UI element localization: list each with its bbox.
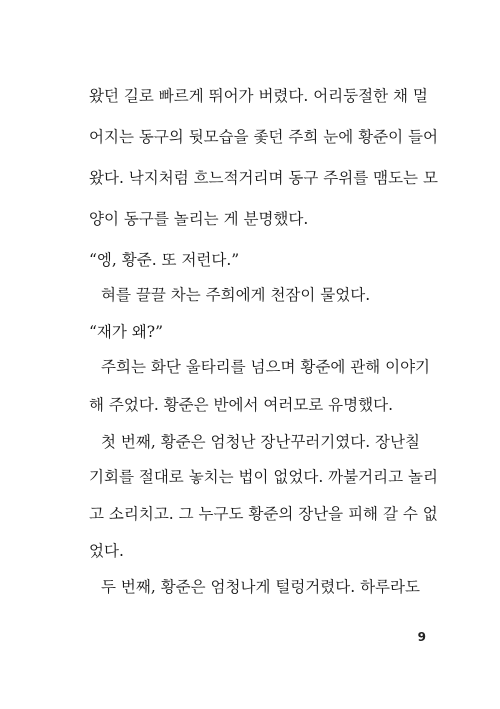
text-line: “엥, 황준. 또 저런다.” [89, 251, 240, 269]
text-line: “재가 왜?” [89, 323, 164, 341]
page-number: 9 [417, 630, 426, 644]
text-line: 주희는 화단 울타리를 넘으며 황준에 관해 이야기 [101, 358, 431, 376]
text-line: 해 주었다. 황준은 반에서 여러모로 유명했다. [89, 396, 394, 414]
text-line: 첫 번째, 황준은 엄청난 장난꾸러기였다. 장난칠 [101, 433, 420, 451]
text-line: 두 번째, 황준은 엄청나게 털렁거렸다. 하루라도 [101, 578, 420, 596]
text-line: 혀를 끌끌 차는 주희에게 천잠이 물었다. [101, 286, 371, 304]
text-line: 기회를 절대로 놓치는 법이 없었다. 까불거리고 놀리 [89, 468, 438, 486]
text-line: 었다. [89, 542, 124, 560]
text-line: 왔다. 낙지처럼 흐느적거리며 동구 주위를 맴도는 모 [89, 169, 438, 187]
text-line: 양이 동구를 놀리는 게 분명했다. [89, 210, 309, 228]
text-line: 고 소리치고. 그 누구도 황준의 장난을 피해 갈 수 없 [89, 505, 438, 523]
text-line: 왔던 길로 빠르게 뛰어가 버렸다. 어리둥절한 채 멀 [89, 87, 428, 105]
text-line: 어지는 동구의 뒷모습을 좇던 주희 눈에 황준이 들어 [89, 128, 438, 146]
